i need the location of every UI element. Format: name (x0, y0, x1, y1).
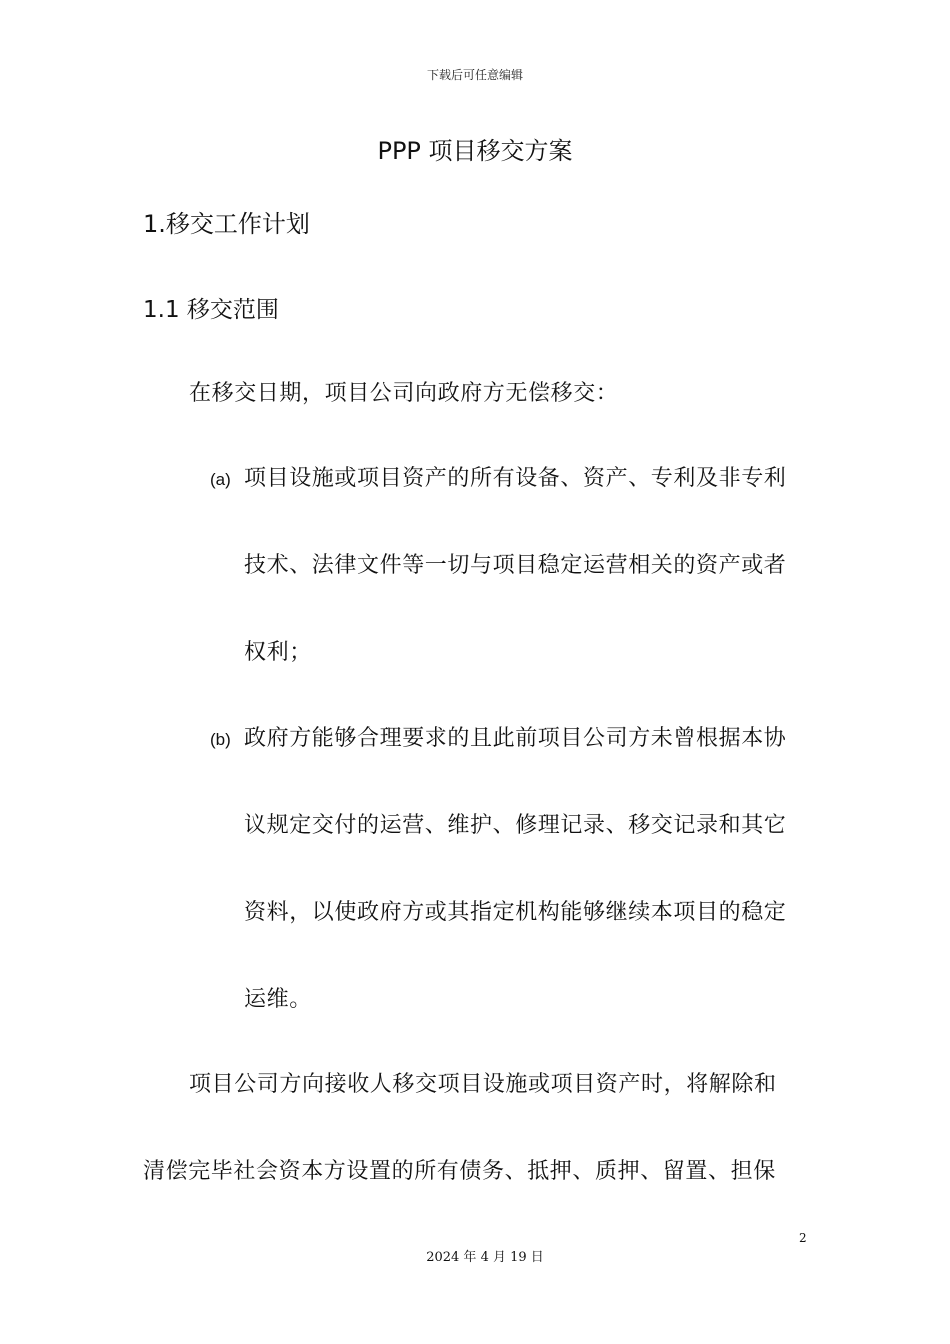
list-item-a-line-1: 项目设施或项目资产的所有设备、资产、专利及非专利 (244, 466, 787, 491)
list-item-a-line-2: 技术、法律文件等一切与项目稳定运营相关的资产或者 (244, 553, 787, 578)
closing-paragraph-line-1: 项目公司方向接收人移交项目设施或项目资产时，将解除和 (189, 1072, 777, 1097)
list-item-b-line-4: 运维。 (244, 987, 312, 1012)
list-item-b-line-3: 资料，以使政府方或其指定机构能够继续本项目的稳定 (244, 900, 787, 925)
document-title: PPP 项目移交方案 (377, 137, 573, 165)
section-heading-1: 1.移交工作计划 (143, 210, 310, 238)
intro-paragraph: 在移交日期，项目公司向政府方无偿移交： (189, 381, 619, 406)
page-footer-date: 2024 年 4 月 19 日 (426, 1250, 544, 1265)
list-item-a-line-3: 权利； (244, 640, 312, 665)
list-marker-a: (a) (210, 470, 231, 489)
page-number: 2 (799, 1231, 807, 1245)
list-item-b-line-2: 议规定交付的运营、维护、修理记录、移交记录和其它 (244, 813, 787, 838)
page-header: 下载后可任意编辑 (426, 68, 523, 82)
section-heading-1-1: 1.1 移交范围 (143, 297, 279, 323)
list-item-b-line-1: 政府方能够合理要求的且此前项目公司方未曾根据本协 (244, 726, 787, 751)
closing-paragraph-line-2: 清偿完毕社会资本方设置的所有债务、抵押、质押、留置、担保 (143, 1159, 776, 1184)
list-marker-b: (b) (210, 730, 231, 749)
